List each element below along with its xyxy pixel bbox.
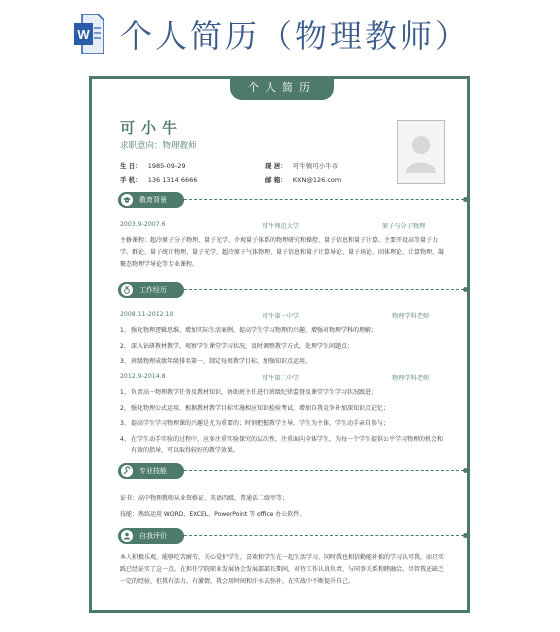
item-text: 强化物理逻辑思维，增加实际生活案例，提高学生学习物理的兴趣，增强对物理学科的理解； xyxy=(131,327,378,334)
self-heading: 自我评价 xyxy=(118,528,184,544)
item-text: 负责高一物理教学任务及教材知识，协助班主任进行班级纪律监督及课堂学生学习状况跟进； xyxy=(131,389,378,396)
education-description: 主修课程：超冷原子分子物理、量子光学、介观量子体系的物理研究和操控、量子信息和量子计算。主要开设高等量子力学、群论、量子统计物理、量子光学、超冷原子气体物理、量子信息和量子计算导论、量子场论、固体理论、计算物理、凝聚态物理学导论等专业课程。 xyxy=(120,237,445,268)
resume-sheet xyxy=(89,76,470,613)
item-text: 深入钻研教材教学，观察学生课堂学习状况，及时调整教学方式，处理学生问题点； xyxy=(131,342,354,350)
education-date: 2003.9-2007.6 xyxy=(120,221,166,228)
skill-certificates: 证书：高中物理教师从业资格证、英语四级、普通话二级甲等； xyxy=(120,495,289,502)
phone-value: 136 1314 6666 xyxy=(147,176,198,184)
item-text: 提高学生学习物理课的兴趣是尤为重要的；时刻把握教学主导，学生为主体，学生动手亲自参与； xyxy=(131,420,390,428)
item-text: 在学生动手实验的过程中，应多注重实验探究的层次性，注重面向全体学生，为每一个学生提供公平学习物理的机会和有效的指导，可以取得较好的教学效果。 xyxy=(131,435,444,455)
birth-info xyxy=(120,161,186,170)
skill-software: 技能：熟练运用 WORD、EXCEL、PowerPoint 等 office 办公软件。 xyxy=(120,511,306,518)
list-item xyxy=(120,356,446,368)
user-icon xyxy=(121,530,133,542)
list-item xyxy=(120,387,446,399)
word-file-icon xyxy=(74,14,104,54)
job-2-company: 可牛第二中学 xyxy=(262,375,300,382)
graduation-cap-icon xyxy=(121,194,133,206)
wrench-icon xyxy=(121,465,133,477)
job-1-position: 物理学科老师 xyxy=(392,313,430,320)
address-label: 现 居： xyxy=(265,162,287,170)
job-2-date: 2012.9-2014.8 xyxy=(120,373,166,380)
job-intent: 求职意向：物理教师 xyxy=(120,141,197,151)
email-value: KXN@126.com xyxy=(292,176,342,184)
job-1-date: 2008.11-2012.10 xyxy=(120,311,174,318)
list-item xyxy=(120,325,446,337)
item-number: 3、 xyxy=(120,420,130,428)
item-number: 1、 xyxy=(120,327,130,334)
birth-label: 生 日： xyxy=(120,162,142,170)
item-number: 2、 xyxy=(120,342,130,350)
email-label: 邮 箱： xyxy=(265,176,287,184)
list-item xyxy=(120,403,446,415)
item-number: 1、 xyxy=(120,389,130,396)
job-2-duties xyxy=(120,387,446,457)
page-title: 个人简历（物理教师） xyxy=(120,17,471,55)
item-text: 班级物理成绩年级排名第一，制定每周教学目标，加强知识点运用。 xyxy=(131,358,312,366)
education-school: 可牛师范大学 xyxy=(262,223,300,230)
photo-placeholder-icon xyxy=(397,120,445,184)
item-number: 4、 xyxy=(120,435,130,443)
address-value: 可牛镇可小牛市 xyxy=(292,162,339,170)
job-1-duties xyxy=(120,325,446,368)
candidate-name: 可小牛 xyxy=(120,119,184,137)
address-info xyxy=(265,161,338,170)
list-item xyxy=(120,341,446,353)
skills-heading: 专业技能 xyxy=(118,463,184,479)
education-major: 原子与分子物理 xyxy=(382,223,426,230)
resume-tab: 个人简历 xyxy=(230,76,334,100)
item-text: 强化物理公式运用，根据教材教学目标实施相应知识检验考试，增加自我竞争补加深知识点记忆； xyxy=(131,404,390,412)
svg-text:W: W xyxy=(77,27,90,42)
job-1-company: 可牛第一中学 xyxy=(262,313,300,320)
job-2-position: 物理学科老师 xyxy=(392,375,430,382)
birth-value: 1985-09-29 xyxy=(147,162,186,170)
phone-info xyxy=(120,175,197,184)
medal-icon xyxy=(121,284,133,296)
item-number: 2、 xyxy=(120,404,130,412)
phone-label: 手 机： xyxy=(120,176,142,184)
list-item xyxy=(120,434,446,457)
work-heading: 工作经历 xyxy=(118,282,184,298)
list-item xyxy=(120,418,446,430)
education-heading: 教育背景 xyxy=(118,192,184,208)
item-number: 3、 xyxy=(120,358,130,366)
self-evaluation: 本人积极乐观，能够吃苦耐劳，关心爱护学生，喜欢和学生在一起生活学习，同时我也相信勤能补拙的学习认可我，而且实践已经证实了这一点。在担任学院职业发展协会发展部部长期间，对待工作认真负责，与同事关系和睦融洽。尽管我还缺乏一定的经验，但我有活力，有激情，我会用时间和汗水去弥补，在实战中不断提升自己。 xyxy=(120,554,445,585)
email-info xyxy=(265,175,341,184)
